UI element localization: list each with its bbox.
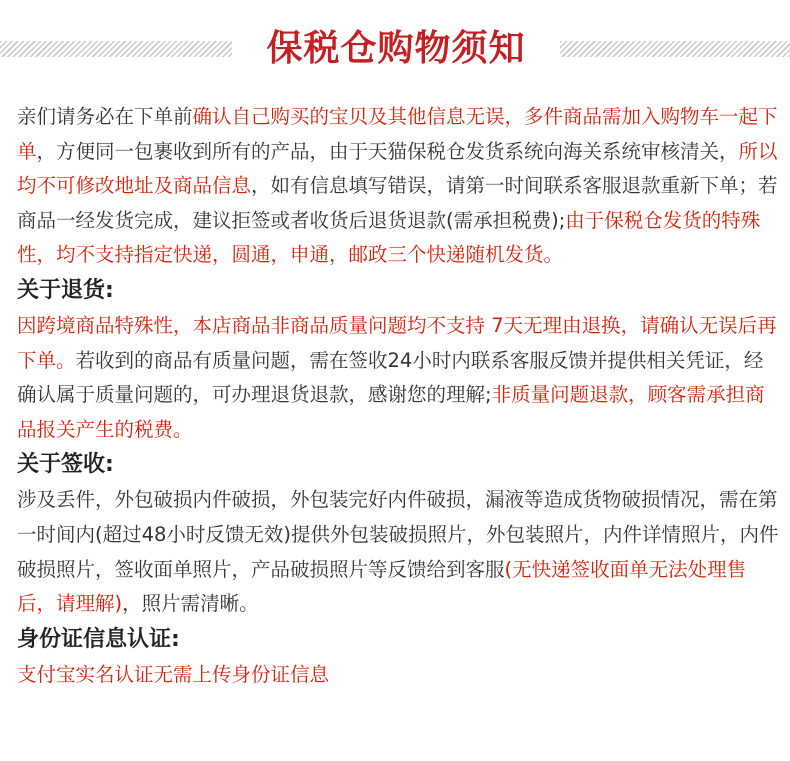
identity-paragraph [17, 658, 780, 693]
signing-paragraph [17, 483, 780, 621]
notice-content [17, 100, 780, 692]
header-hatch-right [560, 41, 790, 57]
identity-heading: 身份证信息认证: [17, 626, 180, 652]
returns-highlight-1: 因跨境商品特殊性，本店商品非商品质量问题均不支持 7天无理由退换，请确认无误后再下单。 [17, 313, 777, 372]
intro-text-1: 亲们请务必在下单前 [17, 105, 193, 128]
signing-highlight: (无快递签收面单无法处理售后，请理解) [17, 557, 747, 616]
returns-heading: 关于退货: [17, 277, 114, 303]
intro-text-3: ，如有信息填写错误，请第一时间联系客服退款重新下单；若商品一经发货完成，建议拒签或者收货后退货退款(需承担税费); [17, 174, 778, 232]
signing-text-2: ，照片需清晰。 [122, 592, 259, 616]
intro-highlight-1: 确认自己购买的宝贝及其他信息无误，多件商品需加入购物车一起下单 [17, 105, 778, 163]
identity-highlight: 支付宝实名认证无需上传身份证信息 [17, 662, 330, 686]
header-hatch-left [0, 41, 232, 57]
signing-text-1: 涉及丢件，外包破损内件破损，外包装完好内件破损，漏液等造成货物破损情况，需在第一时间内(超过48小时反馈无效)提供外包装破损照片，外包装照片，内件详情照片，内件破损照片，签收面单照片，产品破损照片等反馈给到客服 [17, 488, 779, 581]
intro-highlight-3: 由于保税仓发货的特殊性，均不支持指定快递，圆通，申通，邮政三个快递随机发货。 [17, 208, 761, 267]
returns-paragraph [17, 309, 780, 447]
page-header [0, 18, 790, 78]
page-title: 保税仓购物须知 [266, 27, 526, 69]
returns-text: 若收到的商品有质量问题，需在签收24小时内联系客服反馈并提供相关凭证，经确认属于质量问题的，可办理退货退款，感谢您的理解; [17, 348, 764, 407]
intro-highlight-2: 所以均不可修改地址及商品信息 [17, 139, 778, 198]
signing-heading: 关于签收: [17, 452, 114, 478]
intro-text-2: ，方便同一包裹收到所有的产品，由于天猫保税仓发货系统向海关系统审核清关， [36, 139, 739, 163]
intro-paragraph [17, 100, 780, 273]
returns-highlight-2: 非质量问题退款，顾客需承担商品报关产生的税费。 [17, 383, 765, 441]
